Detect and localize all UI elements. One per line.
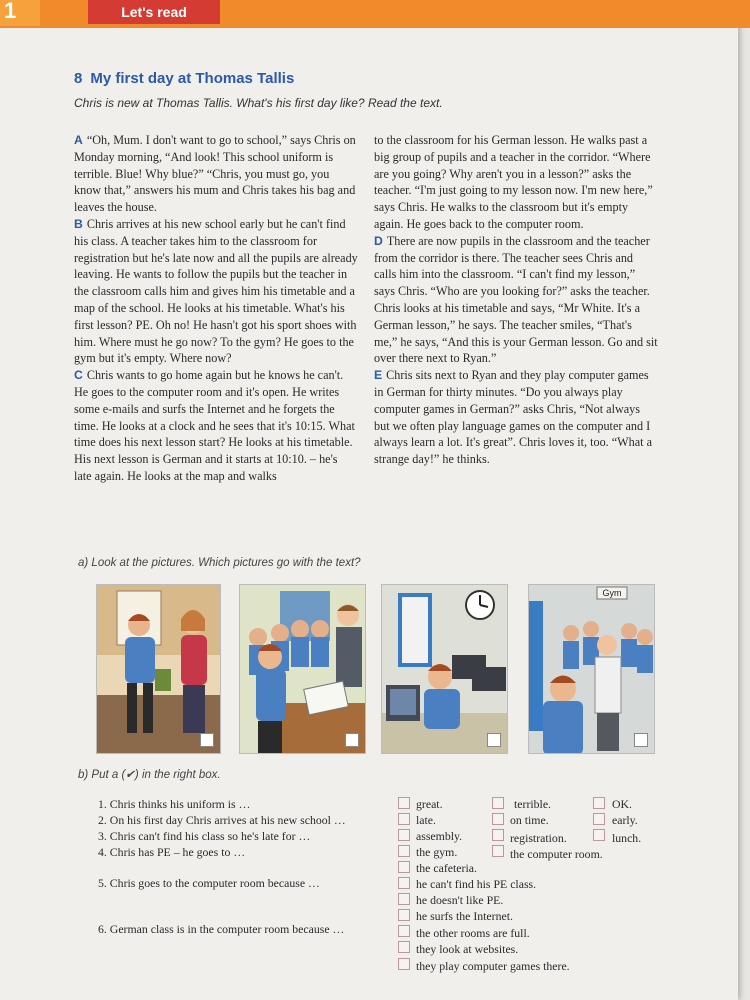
lesson-title [74,70,294,87]
picture-row [96,584,656,754]
lesson-number: 8 [74,70,83,87]
picture-home [96,584,221,754]
paragraph-b [74,216,358,367]
paragraph-d [374,233,658,367]
answer-checkbox[interactable] [398,925,410,937]
option-label: late. [416,813,436,827]
answer-checkbox[interactable] [398,845,410,857]
section-tag: Let's read [88,0,220,24]
picture-computer-room [381,584,508,754]
option-label: early. [612,813,638,827]
text-column-right [374,132,658,468]
picture-computer-room-illustration [382,585,508,754]
answer-box[interactable] [200,733,214,747]
answer-checkbox[interactable] [398,797,410,809]
answer-checkbox[interactable] [398,877,410,889]
paragraph-text: There are now pupils in the classroom and the teacher from the corridor is there. The teacher sees Chris and calls him into the classroom. “I can't find my lesson,” says Chris. “Who are you looking for?” asks the teacher. Chris looks at his timetable and says, “Mr White. It's a German lesson,” he says. The teacher smiles, “That's me,” he says, “And this is your German lesson. Go and sit over there next to Ryan.” [374,233,658,366]
answer-box[interactable] [487,733,501,747]
paragraph-c [74,367,358,485]
paragraph-text: Chris sits next to Ryan and they play computer games in German for thirty minutes. “Do you always play computer games in German?” asks Chris, “Not always but we often play language games on the computer and I always learn a lot. It's great”. Chris loves it, too. “What a strange day!” he thinks. [374,368,653,467]
paragraph-c-continued [374,132,658,233]
answer-checkbox[interactable] [398,861,410,873]
unit-number: 1 [0,0,40,26]
question-4: 4. Chris has PE – he goes to … [98,845,246,859]
picture-timetable-illustration [240,585,366,754]
answer-checkbox[interactable] [398,813,410,825]
question-2: 2. On his first day Chris arrives at his new school … [98,813,346,827]
paragraph-a [74,132,358,216]
paragraph-letter: D [374,233,383,248]
picture-gym-corridor [528,584,655,754]
paragraph-e [374,367,658,468]
option-label: great. [416,797,443,811]
question-1: 1. Chris thinks his uniform is … [98,797,251,811]
answer-checkbox[interactable] [593,797,605,809]
option-label: OK. [612,797,632,811]
answer-checkbox[interactable] [492,797,504,809]
paragraph-letter: A [74,133,83,147]
question-6: 6. German class is in the computer room because … [98,922,345,936]
answer-checkbox[interactable] [398,941,410,953]
answer-checkbox[interactable] [492,845,504,857]
paragraph-text: Chris arrives at his new school early but he can't find his class. A teacher takes him to the classroom for registration but he's late now and all the pupils are already leaving. He wants to follow the pupils but the teacher in the classroom calls him and gives him his timetable and a map of the school. He looks at his timetable. What's his first lesson? PE. Oh no! He hasn't got his sport shoes with him. Where must he go now? To the gym? He goes to the gym but it's empty. Where now? [74,216,358,366]
paragraph-text: to the classroom for his German lesson. He walks past a big group of pupils and a teacher in the corridor. “Where are you going? Why aren't you in a lesson?” asks the teacher. “I'm just going to my lesson now. I'm new here,” says Chris. He walks to the classroom but it's empty again. He goes back to the computer room. [374,133,653,231]
paragraph-text: Chris wants to go home again but he knows he can't. He goes to the computer room and it's open. He writes some e-mails and surfs the Internet and he forgets the time. He looks at a clock and he sees that it's 10:15. What time does his next lesson start? He looks at his timetable. His next lesson is German and it starts at 10:10. – he's late again. He looks at the map and walks [74,368,355,483]
option-label: the cafeteria. [416,861,477,875]
option-label: assembly. [416,829,463,843]
task-b-label: b) Put a (✔) in the right box. [78,769,221,781]
gym-sign: Gym [602,588,622,598]
option-label: the other rooms are full. [416,926,530,940]
option-label: the gym. [416,845,458,859]
option-label: they look at websites. [416,942,519,956]
picture-timetable [239,584,366,754]
answer-checkbox[interactable] [492,813,504,825]
picture-home-illustration [97,585,221,754]
answer-box[interactable] [345,733,359,747]
option-label: lunch. [612,831,642,845]
option-label: registration. [510,831,567,845]
option-label: they play computer games there. [416,959,570,973]
text-column-left [74,132,358,485]
question-3: 3. Chris can't find his class so he's late for … [98,829,311,843]
option-label: he doesn't like PE. [416,893,504,907]
option-label: on time. [510,813,549,827]
paragraph-letter: B [74,216,83,231]
unit-header-bar [0,0,750,28]
lesson-intro: Chris is new at Thomas Tallis. What's his first day like? Read the text. [74,96,443,110]
answer-checkbox[interactable] [593,829,605,841]
option-label: the computer room. [510,847,603,861]
option-label: terrible. [514,797,552,811]
question-5: 5. Chris goes to the computer room because … [98,876,320,890]
option-label: he surfs the Internet. [416,909,513,923]
answer-checkbox[interactable] [593,813,605,825]
answer-checkbox[interactable] [398,958,410,970]
paragraph-text: “Oh, Mum. I don't want to go to school,” says Chris on Monday morning, “And look! This school uniform is terrible. Blue! Why blue?” “Chris, you must go, you know that,” answers his mum and Chris takes his bag and leaves the house. [74,133,356,215]
lesson-title-text: My first day at Thomas Tallis [90,70,295,87]
task-a-label: a) Look at the pictures. Which pictures go with the text? [78,557,361,569]
answer-checkbox[interactable] [398,829,410,841]
picture-gym-corridor-illustration [529,585,655,754]
answer-box[interactable] [634,733,648,747]
answer-checkbox[interactable] [398,893,410,905]
answer-checkbox[interactable] [492,829,504,841]
option-label: he can't find his PE class. [416,877,537,891]
answer-checkbox[interactable] [398,909,410,921]
paragraph-letter: E [374,368,383,383]
paragraph-letter: C [74,368,83,383]
